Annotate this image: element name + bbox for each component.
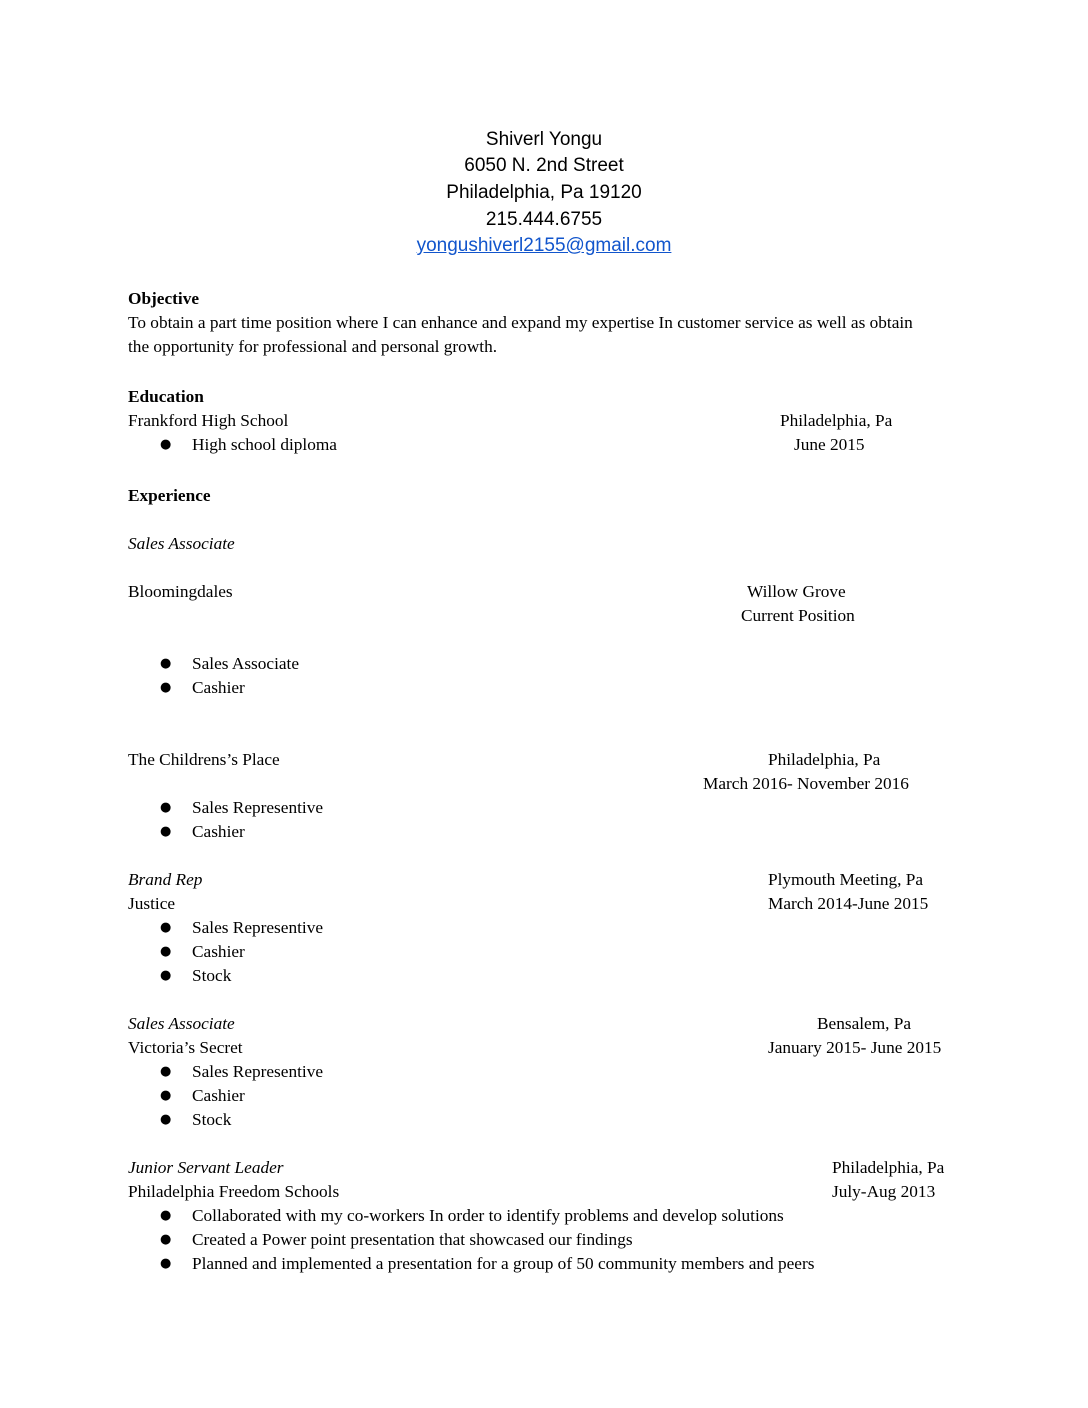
education-item: High school diploma [192,435,337,454]
job-location: Philadelphia, Pa [768,750,881,769]
bullet-icon: ● [160,1088,172,1103]
job-duty: Cashier [192,1086,245,1105]
contact-email-link[interactable]: yongushiverl2155@gmail.com [416,235,672,256]
job-duty: Cashier [192,942,245,961]
job-duty: Sales Representive [192,798,324,817]
experience-heading: Experience [128,486,211,505]
job-company: Philadelphia Freedom Schools [128,1182,340,1201]
contact-street: 6050 N. 2nd Street [464,155,624,176]
education-location: Philadelphia, Pa [780,411,893,430]
job-location: Bensalem, Pa [817,1014,912,1033]
job-date: July-Aug 2013 [832,1182,936,1201]
bullet-icon: ● [160,656,172,671]
bullet-icon: ● [160,1232,172,1247]
job-duty: Planned and implemented a presentation for a group of 50 community members and peers [192,1254,815,1273]
job-title: Sales Associate [128,1014,235,1033]
education-school: Frankford High School [128,411,289,430]
bullet-icon: ● [160,437,172,452]
job-company: Bloomingdales [128,582,233,601]
job-date: March 2016- November 2016 [703,774,909,793]
bullet-icon: ● [160,920,172,935]
job-date: March 2014-June 2015 [768,894,929,913]
contact-phone: 215.444.6755 [485,209,603,230]
bullet-icon: ● [160,800,172,815]
job-title: Brand Rep [128,870,203,889]
job-duty: Sales Representive [192,918,324,937]
education-heading: Education [128,387,204,406]
bullet-icon: ● [160,944,172,959]
job-duty: Created a Power point presentation that showcased our findings [192,1230,633,1249]
job-location: Philadelphia, Pa [832,1158,945,1177]
objective-text-line-2: the opportunity for professional and personal growth. [128,337,498,356]
objective-heading: Objective [128,289,200,308]
job-title: Junior Servant Leader [128,1158,284,1177]
contact-name: Shiverl Yongu [485,129,603,150]
job-duty: Sales Representive [192,1062,324,1081]
job-duty: Stock [192,1110,232,1129]
job-company: Justice [128,894,176,913]
job-company: The Childrens’s Place [128,750,280,769]
job-duty: Cashier [192,678,245,697]
job-duty: Collaborated with my co-workers In order to identify problems and develop solutions [192,1206,784,1225]
contact-city: Philadelphia, Pa 19120 [446,182,642,203]
job-location: Plymouth Meeting, Pa [768,870,924,889]
bullet-icon: ● [160,1064,172,1079]
objective-text-line-1: To obtain a part time position where I can enhance and expand my expertise In customer service as well as obtain [128,313,913,332]
job-duty: Stock [192,966,232,985]
job-title: Sales Associate [128,534,235,553]
bullet-icon: ● [160,824,172,839]
bullet-icon: ● [160,680,172,695]
job-duty: Sales Associate [192,654,300,673]
bullet-icon: ● [160,968,172,983]
bullet-icon: ● [160,1256,172,1271]
bullet-icon: ● [160,1208,172,1223]
education-date: June 2015 [794,435,865,454]
bullet-icon: ● [160,1112,172,1127]
job-date: January 2015- June 2015 [768,1038,942,1057]
job-date: Current Position [741,606,855,625]
job-company: Victoria’s Secret [128,1038,243,1057]
job-location: Willow Grove [747,582,846,601]
job-duty: Cashier [192,822,245,841]
